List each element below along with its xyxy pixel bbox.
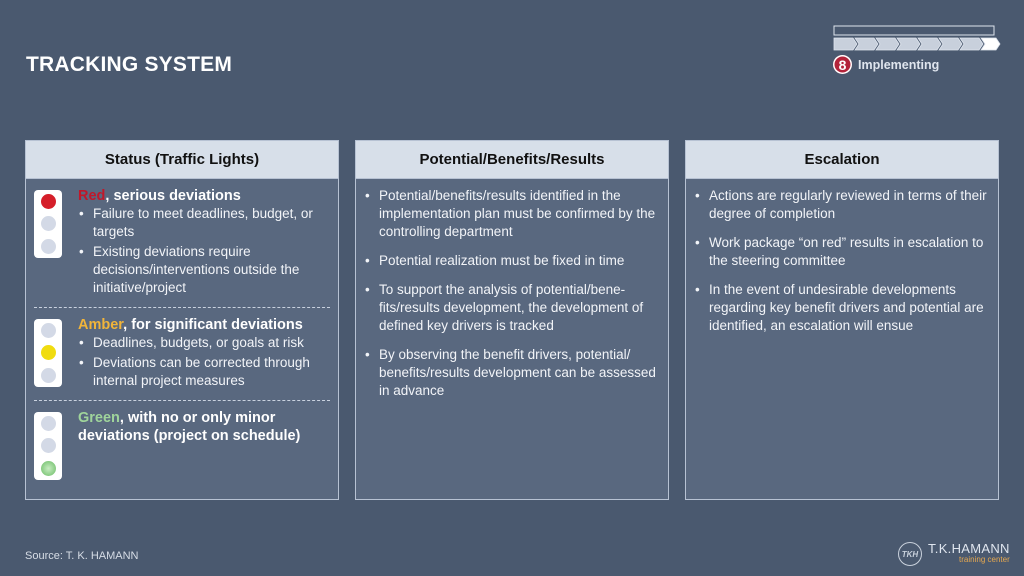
logo-name: T.K.HAMANN [928, 541, 1010, 556]
list-item: • Potential realization must be fixed in time [364, 252, 658, 270]
status-heading: Amber, for significant deviations [78, 317, 303, 333]
column-heading: Potential/Benefits/Results [356, 141, 668, 179]
phase-indicator [833, 55, 939, 74]
status-amber [34, 316, 328, 392]
list-item: • Failure to meet deadlines, budget, or targets [78, 205, 328, 241]
column-heading: Escalation [686, 141, 998, 179]
list-item: • Actions are regularly reviewed in terms of their degree of completion [694, 187, 988, 223]
phase-number-badge: 8 [833, 55, 852, 74]
company-logo [898, 542, 1010, 566]
status-heading: Green, with no or only minor deviations (project on schedule) [78, 410, 301, 444]
column-heading: Status (Traffic Lights) [26, 141, 338, 179]
escalation-column [685, 140, 999, 500]
page-title: TRACKING SYSTEM [26, 53, 233, 76]
traffic-light-green-icon [34, 412, 62, 480]
phase-tracker-icon [833, 25, 1001, 51]
logo-subtitle: training center [959, 555, 1010, 564]
status-heading: Red, serious deviations [78, 188, 241, 204]
phase-label: Implementing [858, 57, 940, 72]
list-item: • Potential/benefits/results identified in the implementation plan must be confirmed by the controlling department [364, 187, 658, 241]
source-note: Source: T. K. HAMANN [25, 550, 139, 562]
logo-mark-icon: TKH [898, 542, 922, 566]
status-column [25, 140, 339, 500]
traffic-light-red-icon [34, 190, 62, 258]
traffic-light-amber-icon [34, 319, 62, 387]
list-item: • Deadlines, budgets, or goals at risk [78, 334, 328, 352]
divider [34, 307, 330, 308]
benefits-column [355, 140, 669, 500]
list-item: • To support the analysis of potential/bene-fits/results development, the development of defined key drivers is tracked [364, 281, 658, 335]
status-green [34, 409, 328, 480]
list-item: • Deviations can be corrected through internal project measures [78, 354, 328, 390]
status-red [34, 187, 328, 299]
list-item: • Existing deviations require decisions/interventions outside the initiative/project [78, 243, 328, 297]
divider [34, 400, 330, 401]
list-item: • Work package “on red” results in escalation to the steering committee [694, 234, 988, 270]
list-item: • In the event of undesirable developments regarding key benefit drivers and potential are identified, an escalation will ensue [694, 281, 988, 335]
list-item: • By observing the benefit drivers, potential/ benefits/results development can be assessed in advance [364, 346, 658, 400]
